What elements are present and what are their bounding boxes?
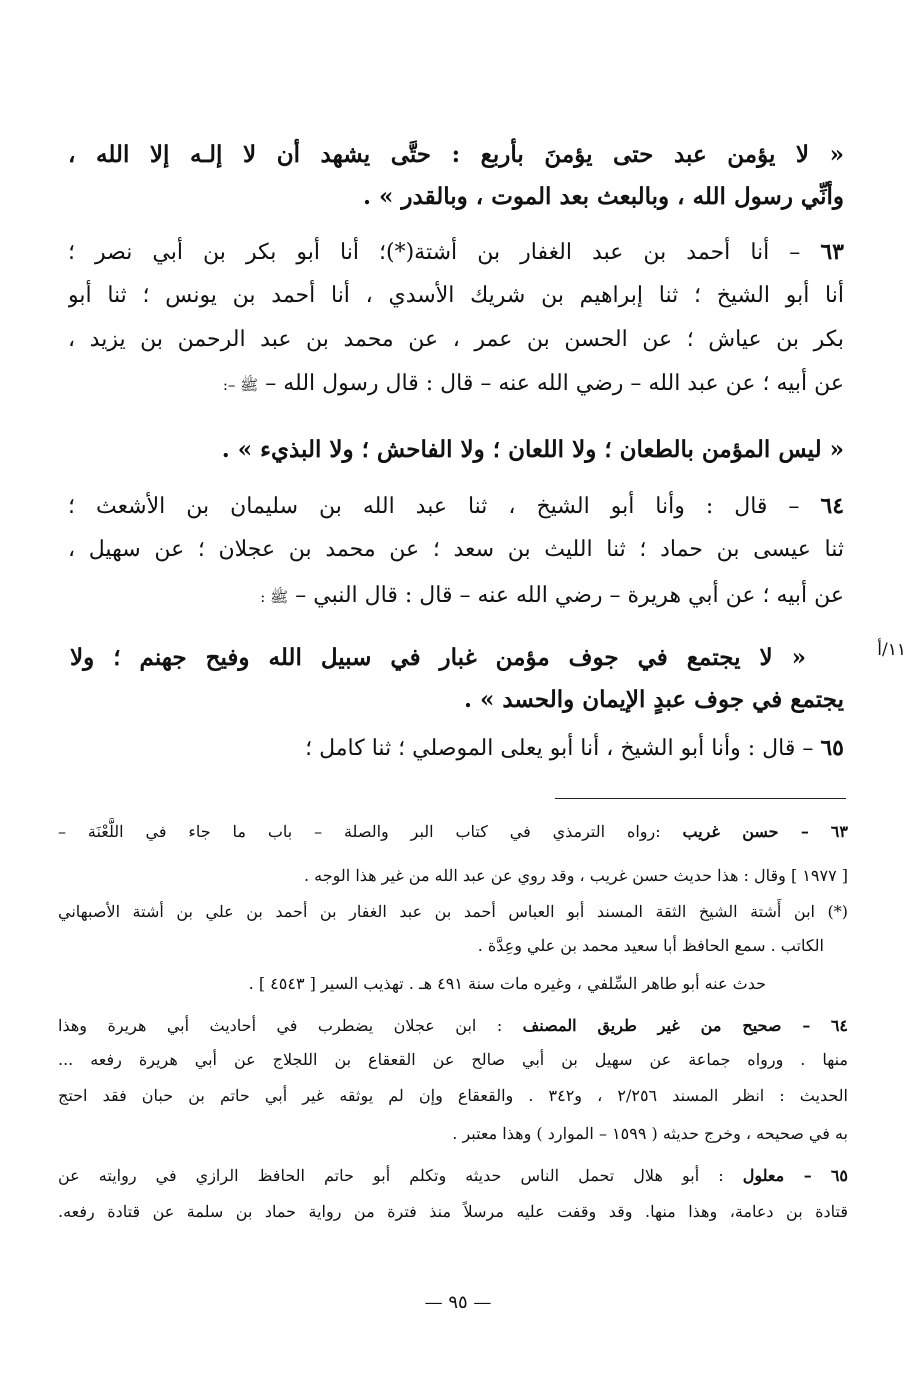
hadith-63-line-2: أنا أبو الشيخ ؛ ثنا إبراهيم بن شريك الأسدي ، أنا أحمد بن يونس ؛ ثنا أبو (68, 283, 844, 308)
hadith-63-line-4 (68, 364, 844, 408)
footnote-65-line-2: قتادة بن دعامة، وهذا منها. وقد وقفت عليه مرسلاً منذ فترة من رواية حماد بن سلمة عن قتادة رفعه. (58, 1202, 848, 1221)
footnote-separator (555, 798, 846, 799)
footnote-star-line-3: حدث عنه أبو طاهر السِّلفي ، وغيره مات سنة ٤٩١ هـ . تهذيب السير [ ٤٥٤٣ ] . (248, 974, 766, 993)
footnote-63-line-1-text: :رواه الترمذي في كتاب البر والصلة – باب ما جاء في اللَّعْنَة – (58, 822, 661, 841)
footnote-65-grade: – معلول (742, 1166, 812, 1185)
hadith-63-line-1 (68, 232, 844, 276)
margin-folio-note: ١١/أ (877, 640, 906, 660)
hadith-64-text-line-1: « لا يجتمع في جوف مؤمن غبار في سبيل الله وفيح جهنم ؛ ولا (70, 644, 806, 671)
salla-symbol: ﷺ –: (222, 376, 259, 394)
footnote-65-line-1 (58, 1162, 848, 1192)
hadith-63-line-3: بكر بن عياش ؛ عن الحسن بن عمر ، عن محمد بن عبد الرحمن بن يزيد ، (68, 327, 844, 352)
footnote-63-grade: – حسن غريب (682, 822, 809, 841)
footnote-64-line-2: منها . ورواه جماعة عن سهيل بن أبي صالح عن القعقاع بن اللجلاج عن أبي هريرة رفعه ... (58, 1050, 848, 1069)
hadith-63-line-4-text: عن أبيه ؛ عن عبد الله – رضي الله عنه – قال : قال رسول الله – (265, 371, 844, 396)
footnote-star-line-1: (*) ابن أَشتة الشيخ الثقة المسند أبو العباس أحمد بن عبد الغفار بن أحمد بن علي بن أشتة الأصبهاني (58, 902, 848, 921)
footnote-65-number: ٦٥ (830, 1166, 848, 1185)
page-number: — ٩٥ — (424, 1292, 492, 1313)
hadith-65-number: ٦٥ (820, 735, 844, 761)
hadith-63-line-1-text: – أنا أحمد بن عبد الغفار بن أشتة(*)؛ أنا أبو بكر بن أبي نصر ؛ (68, 240, 801, 265)
hadith-63-text: « ليس المؤمن بالطعان ؛ ولا اللعان ؛ ولا الفاحش ؛ ولا البذيء » . (221, 436, 844, 463)
footnote-64-number: ٦٤ (830, 1016, 848, 1035)
hadith-64-number: ٦٤ (820, 493, 844, 519)
salla-symbol: ﷺ : (260, 588, 289, 606)
footnote-65-line-1-text: : أبو هلال تحمل الناس حديثه وتكلم أبو حاتم الحافظ الرازي في روايته عن (58, 1166, 724, 1185)
footnote-64-grade: – صحيح من غير طريق المصنف (522, 1016, 811, 1035)
footnote-star-line-2: الكاتب . سمع الحافظ أبا سعيد محمد بن علي وعِدَّة . (477, 936, 824, 955)
hadith-64-line-2: ثنا عيسى بن حماد ؛ ثنا الليث بن سعد ؛ عن محمد بن عجلان ؛ عن سهيل ، (68, 537, 844, 562)
hadith-65-line-1 (68, 728, 844, 772)
footnote-64-line-1-text: : ابن عجلان يضطرب في أحاديث أبي هريرة وهذا (58, 1016, 503, 1035)
hadith-64-line-3 (68, 576, 844, 620)
hadith-64-line-3-text: عن أبيه ؛ عن أبي هريرة – رضي الله عنه – قال : قال النبي – (295, 583, 844, 608)
footnote-64-line-1 (58, 1012, 848, 1042)
hadith-64-text-line-2: يجتمع في جوف عبدٍ الإيمان والحسد » . (463, 686, 844, 713)
footnote-63-line-1 (58, 818, 848, 848)
hadith-65-line-1-text: – قال : وأنا أبو الشيخ ، أنا أبو يعلى الموصلي ؛ ثنا كامل ؛ (305, 736, 814, 761)
hadith-62-text-line-2: وأنِّي رسول الله ، وبالبعث بعد الموت ، وبالقدر » . (363, 183, 844, 210)
footnote-63-line-2: [ ١٩٧٧ ] وقال : هذا حديث حسن غريب ، وقد روي عن عبد الله من غير هذا الوجه . (304, 866, 848, 885)
footnote-64-line-3: الحديث : انظر المسند ٢/٢٥٦ ، و٣٤٢ . والقعقاع وإن لم يوثقه غير أبي حاتم بن حبان فقد احتج (58, 1086, 848, 1105)
footnote-63-number: ٦٣ (830, 822, 848, 841)
hadith-62-text-line-1: « لا يؤمن عبد حتى يؤمنَ بأربع : حتَّى يشهد أن لا إلـه إلا الله ، (68, 141, 844, 168)
hadith-64-line-1-text: – قال : وأنا أبو الشيخ ، ثنا عبد الله بن سليمان بن الأشعث ؛ (68, 494, 800, 519)
hadith-63-number: ٦٣ (820, 239, 844, 265)
footnote-64-line-4: به في صحيحه ، وخرج حديثه ( ١٥٩٩ – الموارد ) وهذا معتبر . (452, 1124, 848, 1143)
hadith-64-line-1 (68, 486, 844, 530)
